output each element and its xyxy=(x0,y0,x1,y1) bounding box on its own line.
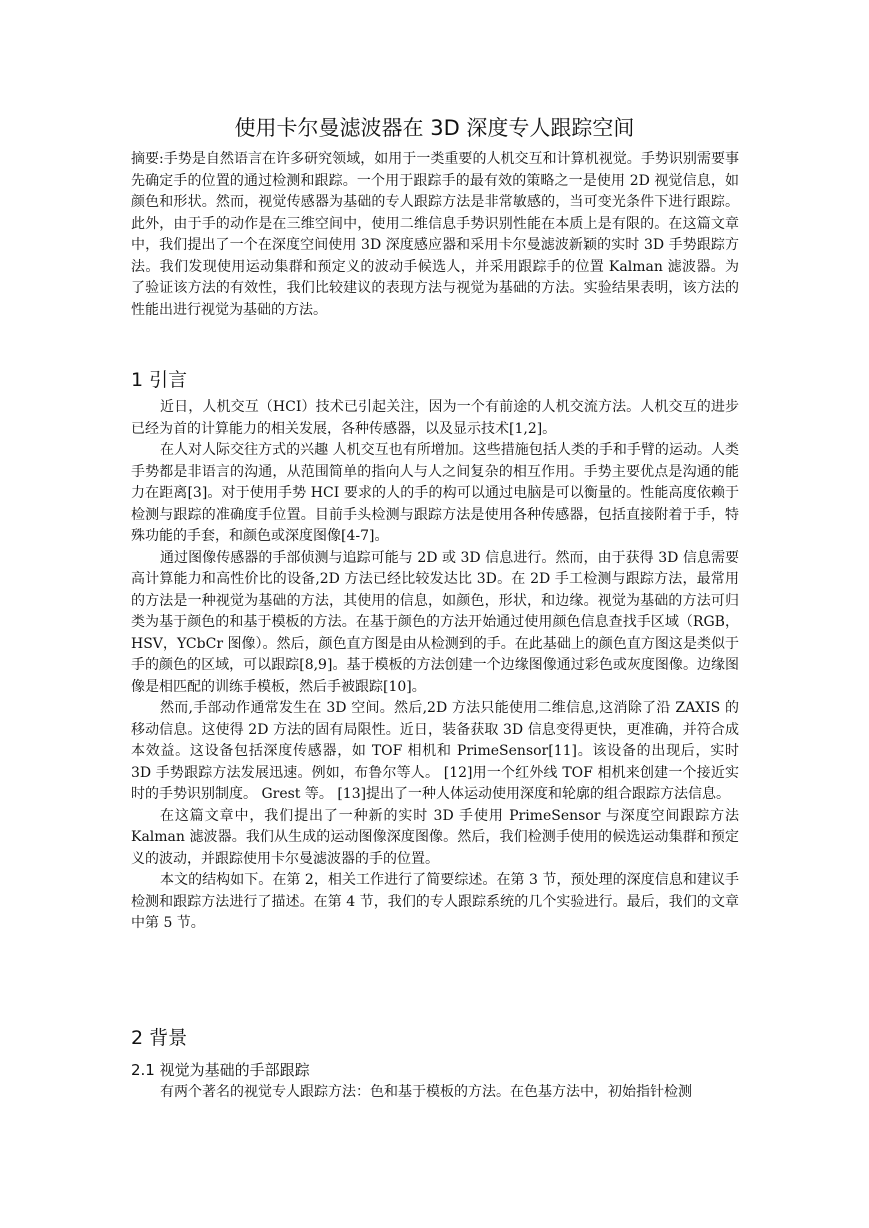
paragraph: 然而,手部动作通常发生在 3D 空间。然后,2D 方法只能使用二维信息,这消除了沿 ZAXIS 的移动信息。这使得 2D 方法的固有局限性。近日，装备获取 3D 信息变得更快，更准确，并符合成本效益。这设备包括深度传感器，如 TOF 相机和 PrimeSensor[11]。该设备的出现后，实时 3D 手势跟踪方法发展迅速。例如，布鲁尔等人。 [12]用一个红外线 TOF 相机来创建一个接近实时的手势识别制度。 Grest 等。 [13]提出了一种人体运动使用深度和轮廓的组合跟踪方法信息。 xyxy=(131,700,739,802)
subsection-body xyxy=(131,1082,739,1104)
abstract-block xyxy=(131,149,739,321)
section-heading-introduction: 1 引言 xyxy=(131,369,188,391)
paper-title: 使用卡尔曼滤波器在 3D 深度专人跟踪空间 xyxy=(234,116,635,140)
paragraph: 通过图像传感器的手部侦测与追踪可能与 2D 或 3D 信息进行。然而，由于获得 3D 信息需要高计算能力和高性价比的设备,2D 方法已经比较发达比 3D。在 2D 手工检测与跟踪方法，最常用的方法是一种视觉为基础的方法，其使用的信息，如颜色，形状，和边缘。视觉为基础的方法可归类为基于颜色的和基于模板的方法。在基于颜色的方法开始通过使用颜色信息查找手区域（RGB，HSV，YCbCr 图像）。然后，颜色直方图是由从检测到的手。在此基础上的颜色直方图这是类似于手的颜色的区域，可以跟踪[8,9]。基于模板的方法创建一个边缘图像通过彩色或灰度图像。边缘图像是相匹配的训练手模板，然后手被跟踪[10]。 xyxy=(131,549,739,695)
paragraph: 在人对人际交往方式的兴趣 人机交互也有所增加。这些措施包括人类的手和手臂的运动。人类手势都是非语言的沟通，从范围简单的指向人与人之间复杂的相互作用。手势主要优点是沟通的能力在距离[3]。对于使用手势 HCI 要求的人的手的构可以通过电脑是可以衡量的。性能高度依赖于检测与跟踪的准确度手位置。目前手头检测与跟踪方法是使用各种传感器，包括直接附着于手，特殊功能的手套，和颜色或深度图像[4-7]。 xyxy=(131,442,739,544)
paragraph: 有两个著名的视觉专人跟踪方法：色和基于模板的方法。在色基方法中，初始指针检测 xyxy=(160,1084,692,1100)
abstract-text: 摘要:手势是自然语言在许多研究领域，如用于一类重要的人机交互和计算机视觉。手势识别需要事先确定手的位置的通过检测和跟踪。一个用于跟踪手的最有效的策略之一是使用 2D 视觉信息，如颜色和形状。然而，视觉传感器为基础的专人跟踪方法是非常敏感的，当可变光条件下进行跟踪。此外，由于手的动作是在三维空间中，使用二维信息手势识别性能在本质上是有限的。在这篇文章中，我们提出了一个在深度空间使用 3D 深度感应器和采用卡尔曼滤波新颖的实时 3D 手势跟踪方法。我们发现使用运动集群和预定义的波动手候选人，并采用跟踪手的位置 Kalman 滤波器。为了验证该方法的有效性，我们比较建议的表现方法与视觉为基础的方法。实验结果表明，该方法的性能出进行视觉为基础的方法。 xyxy=(131,151,739,318)
introduction-body xyxy=(131,397,739,935)
paragraph: 近日，人机交互（HCI）技术已引起关注，因为一个有前途的人机交流方法。人机交互的进步已经为首的计算能力的相关发展，各种传感器，以及显示技术[1,2]。 xyxy=(131,399,739,437)
paragraph: 在这篇文章中，我们提出了一种新的实时 3D 手使用 PrimeSensor 与深度空间跟踪方法 Kalman 滤波器。我们从生成的运动图像深度图像。然后，我们检测手使用的候选运动集群和预定义的波动，并跟踪使用卡尔曼滤波器的手的位置。 xyxy=(131,807,739,867)
subsection-heading-vision-hand-tracking: 2.1 视觉为基础的手部跟踪 xyxy=(131,1061,310,1079)
paragraph: 本文的结构如下。在第 2，相关工作进行了简要综述。在第 3 节，预处理的深度信息和建议手检测和跟踪方法进行了描述。在第 4 节，我们的专人跟踪系统的几个实验进行。最后，我们的文章中第 5 节。 xyxy=(131,872,739,931)
section-heading-background: 2 背景 xyxy=(131,1027,188,1049)
